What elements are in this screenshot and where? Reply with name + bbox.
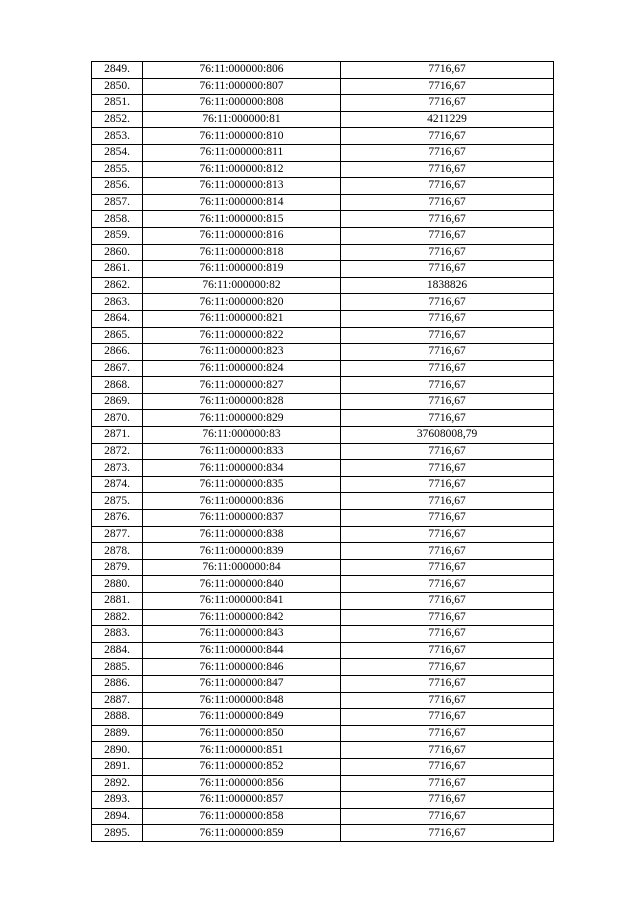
table-row (92, 758, 554, 775)
cadastral-value-cell: 7716,67 (341, 78, 554, 95)
table-row (92, 261, 554, 278)
cadastral-value-cell: 7716,67 (341, 360, 554, 377)
cadastral-number-cell: 76:11:000000:850 (143, 725, 341, 742)
row-number-cell: 2851. (92, 95, 143, 112)
cadastral-value-cell: 7716,67 (341, 493, 554, 510)
cadastral-number-cell: 76:11:000000:857 (143, 792, 341, 809)
cadastral-value-cell: 7716,67 (341, 526, 554, 543)
cadastral-value-cell: 7716,67 (341, 510, 554, 527)
row-number-cell: 2884. (92, 642, 143, 659)
cadastral-number-cell: 76:11:000000:811 (143, 144, 341, 161)
cadastral-value-cell: 7716,67 (341, 410, 554, 427)
table-row (92, 161, 554, 178)
row-number-cell: 2895. (92, 825, 143, 842)
cadastral-value-cell: 7716,67 (341, 144, 554, 161)
row-number-cell: 2891. (92, 758, 143, 775)
row-number-cell: 2867. (92, 360, 143, 377)
cadastral-value-cell: 7716,67 (341, 576, 554, 593)
cadastral-value-cell: 7716,67 (341, 178, 554, 195)
table-row (92, 310, 554, 327)
cadastral-number-cell: 76:11:000000:83 (143, 427, 341, 444)
cadastral-value-cell: 7716,67 (341, 393, 554, 410)
cadastral-value-cell: 7716,67 (341, 161, 554, 178)
cadastral-number-cell: 76:11:000000:847 (143, 675, 341, 692)
cadastral-value-cell: 7716,67 (341, 709, 554, 726)
cadastral-value-cell: 7716,67 (341, 443, 554, 460)
cadastral-value-cell: 7716,67 (341, 825, 554, 842)
table-row (92, 543, 554, 560)
table-row (92, 62, 554, 79)
row-number-cell: 2874. (92, 476, 143, 493)
cadastral-value-cell: 7716,67 (341, 460, 554, 477)
cadastral-number-cell: 76:11:000000:837 (143, 510, 341, 527)
table-row (92, 609, 554, 626)
row-number-cell: 2865. (92, 327, 143, 344)
row-number-cell: 2878. (92, 543, 143, 560)
row-number-cell: 2882. (92, 609, 143, 626)
cadastral-number-cell: 76:11:000000:815 (143, 211, 341, 228)
cadastral-number-cell: 76:11:000000:852 (143, 758, 341, 775)
table-row (92, 178, 554, 195)
cadastral-number-cell: 76:11:000000:840 (143, 576, 341, 593)
row-number-cell: 2853. (92, 128, 143, 145)
table-row (92, 78, 554, 95)
row-number-cell: 2894. (92, 808, 143, 825)
row-number-cell: 2876. (92, 510, 143, 527)
cadastral-number-cell: 76:11:000000:844 (143, 642, 341, 659)
cadastral-value-cell: 7716,67 (341, 692, 554, 709)
table-row (92, 692, 554, 709)
table-row (92, 709, 554, 726)
cadastral-number-cell: 76:11:000000:814 (143, 194, 341, 211)
cadastral-value-cell: 7716,67 (341, 659, 554, 676)
table-row (92, 626, 554, 643)
cadastral-number-cell: 76:11:000000:806 (143, 62, 341, 79)
cadastral-number-cell: 76:11:000000:816 (143, 227, 341, 244)
row-number-cell: 2864. (92, 310, 143, 327)
row-number-cell: 2849. (92, 62, 143, 79)
cadastral-number-cell: 76:11:000000:848 (143, 692, 341, 709)
cadastral-number-cell: 76:11:000000:829 (143, 410, 341, 427)
cadastral-value-cell: 7716,67 (341, 742, 554, 759)
table-row (92, 792, 554, 809)
cadastral-value-cell: 7716,67 (341, 377, 554, 394)
table-row (92, 344, 554, 361)
row-number-cell: 2868. (92, 377, 143, 394)
cadastral-value-cell: 7716,67 (341, 227, 554, 244)
cadastral-number-cell: 76:11:000000:841 (143, 593, 341, 610)
cadastral-number-cell: 76:11:000000:818 (143, 244, 341, 261)
row-number-cell: 2873. (92, 460, 143, 477)
cadastral-number-cell: 76:11:000000:810 (143, 128, 341, 145)
cadastral-number-cell: 76:11:000000:833 (143, 443, 341, 460)
cadastral-value-cell: 7716,67 (341, 327, 554, 344)
table-row (92, 377, 554, 394)
cadastral-number-cell: 76:11:000000:823 (143, 344, 341, 361)
cadastral-value-cell: 7716,67 (341, 642, 554, 659)
table-row (92, 227, 554, 244)
table-row (92, 559, 554, 576)
cadastral-value-cell: 7716,67 (341, 675, 554, 692)
table-row (92, 742, 554, 759)
row-number-cell: 2872. (92, 443, 143, 460)
table-row (92, 294, 554, 311)
row-number-cell: 2883. (92, 626, 143, 643)
table-row (92, 327, 554, 344)
table-row (92, 128, 554, 145)
cadastral-value-cell: 4211229 (341, 111, 554, 128)
cadastral-number-cell: 76:11:000000:846 (143, 659, 341, 676)
cadastral-number-cell: 76:11:000000:859 (143, 825, 341, 842)
cadastral-value-cell: 1838826 (341, 277, 554, 294)
row-number-cell: 2863. (92, 294, 143, 311)
row-number-cell: 2888. (92, 709, 143, 726)
row-number-cell: 2850. (92, 78, 143, 95)
cadastral-value-cell: 7716,67 (341, 244, 554, 261)
row-number-cell: 2858. (92, 211, 143, 228)
table-row (92, 510, 554, 527)
row-number-cell: 2860. (92, 244, 143, 261)
table-row (92, 360, 554, 377)
cadastral-number-cell: 76:11:000000:82 (143, 277, 341, 294)
cadastral-value-cell: 7716,67 (341, 543, 554, 560)
row-number-cell: 2892. (92, 775, 143, 792)
cadastral-number-cell: 76:11:000000:820 (143, 294, 341, 311)
table-row (92, 443, 554, 460)
cadastral-value-cell: 7716,67 (341, 294, 554, 311)
cadastral-number-cell: 76:11:000000:836 (143, 493, 341, 510)
cadastral-number-cell: 76:11:000000:808 (143, 95, 341, 112)
cadastral-value-cell: 7716,67 (341, 593, 554, 610)
row-number-cell: 2875. (92, 493, 143, 510)
cadastral-value-cell: 7716,67 (341, 62, 554, 79)
cadastral-number-cell: 76:11:000000:84 (143, 559, 341, 576)
table-row (92, 244, 554, 261)
cadastral-value-cell: 7716,67 (341, 261, 554, 278)
cadastral-value-cell: 7716,67 (341, 758, 554, 775)
table-row (92, 725, 554, 742)
cadastral-number-cell: 76:11:000000:839 (143, 543, 341, 560)
row-number-cell: 2890. (92, 742, 143, 759)
cadastral-number-cell: 76:11:000000:834 (143, 460, 341, 477)
table-row (92, 775, 554, 792)
table-row (92, 410, 554, 427)
row-number-cell: 2889. (92, 725, 143, 742)
table-row (92, 576, 554, 593)
table-row (92, 111, 554, 128)
row-number-cell: 2862. (92, 277, 143, 294)
cadastral-value-cell: 7716,67 (341, 609, 554, 626)
table-row (92, 211, 554, 228)
cadastral-value-cell: 7716,67 (341, 559, 554, 576)
row-number-cell: 2859. (92, 227, 143, 244)
table-row (92, 808, 554, 825)
row-number-cell: 2861. (92, 261, 143, 278)
table-body (92, 62, 554, 842)
cadastral-number-cell: 76:11:000000:822 (143, 327, 341, 344)
cadastral-number-cell: 76:11:000000:828 (143, 393, 341, 410)
row-number-cell: 2886. (92, 675, 143, 692)
table-row (92, 194, 554, 211)
table-row (92, 659, 554, 676)
table-row (92, 393, 554, 410)
table-row (92, 642, 554, 659)
cadastral-number-cell: 76:11:000000:827 (143, 377, 341, 394)
row-number-cell: 2885. (92, 659, 143, 676)
cadastral-value-cell: 7716,67 (341, 792, 554, 809)
row-number-cell: 2854. (92, 144, 143, 161)
row-number-cell: 2869. (92, 393, 143, 410)
cadastral-number-cell: 76:11:000000:843 (143, 626, 341, 643)
cadastral-value-cell: 7716,67 (341, 725, 554, 742)
table-row (92, 675, 554, 692)
table-row (92, 277, 554, 294)
cadastral-number-cell: 76:11:000000:858 (143, 808, 341, 825)
cadastral-number-cell: 76:11:000000:81 (143, 111, 341, 128)
row-number-cell: 2887. (92, 692, 143, 709)
cadastral-value-cell: 7716,67 (341, 775, 554, 792)
cadastral-value-cell: 7716,67 (341, 128, 554, 145)
row-number-cell: 2893. (92, 792, 143, 809)
table-row (92, 427, 554, 444)
row-number-cell: 2880. (92, 576, 143, 593)
cadastral-number-cell: 76:11:000000:838 (143, 526, 341, 543)
cadastral-value-cell: 7716,67 (341, 194, 554, 211)
cadastral-value-cell: 7716,67 (341, 476, 554, 493)
row-number-cell: 2855. (92, 161, 143, 178)
cadastral-number-cell: 76:11:000000:849 (143, 709, 341, 726)
cadastral-value-cell: 7716,67 (341, 211, 554, 228)
row-number-cell: 2852. (92, 111, 143, 128)
cadastral-value-cell: 7716,67 (341, 808, 554, 825)
cadastral-number-cell: 76:11:000000:851 (143, 742, 341, 759)
table-row (92, 95, 554, 112)
cadastral-value-cell: 7716,67 (341, 344, 554, 361)
row-number-cell: 2866. (92, 344, 143, 361)
cadastral-number-cell: 76:11:000000:813 (143, 178, 341, 195)
table-row (92, 825, 554, 842)
cadastral-number-cell: 76:11:000000:835 (143, 476, 341, 493)
table-row (92, 526, 554, 543)
cadastral-number-cell: 76:11:000000:821 (143, 310, 341, 327)
table-row (92, 144, 554, 161)
table-row (92, 460, 554, 477)
cadastral-number-cell: 76:11:000000:824 (143, 360, 341, 377)
table-row (92, 476, 554, 493)
cadastral-number-cell: 76:11:000000:856 (143, 775, 341, 792)
row-number-cell: 2856. (92, 178, 143, 195)
row-number-cell: 2870. (92, 410, 143, 427)
row-number-cell: 2879. (92, 559, 143, 576)
cadastral-value-cell: 7716,67 (341, 95, 554, 112)
cadastral-number-cell: 76:11:000000:819 (143, 261, 341, 278)
cadastral-value-cell: 7716,67 (341, 310, 554, 327)
row-number-cell: 2857. (92, 194, 143, 211)
cadastral-number-cell: 76:11:000000:842 (143, 609, 341, 626)
row-number-cell: 2877. (92, 526, 143, 543)
cadastral-number-cell: 76:11:000000:812 (143, 161, 341, 178)
row-number-cell: 2871. (92, 427, 143, 444)
table-row (92, 593, 554, 610)
table-row (92, 493, 554, 510)
cadastral-number-cell: 76:11:000000:807 (143, 78, 341, 95)
row-number-cell: 2881. (92, 593, 143, 610)
cadastral-value-cell: 7716,67 (341, 626, 554, 643)
cadastral-value-table (91, 61, 554, 842)
cadastral-value-cell: 37608008,79 (341, 427, 554, 444)
